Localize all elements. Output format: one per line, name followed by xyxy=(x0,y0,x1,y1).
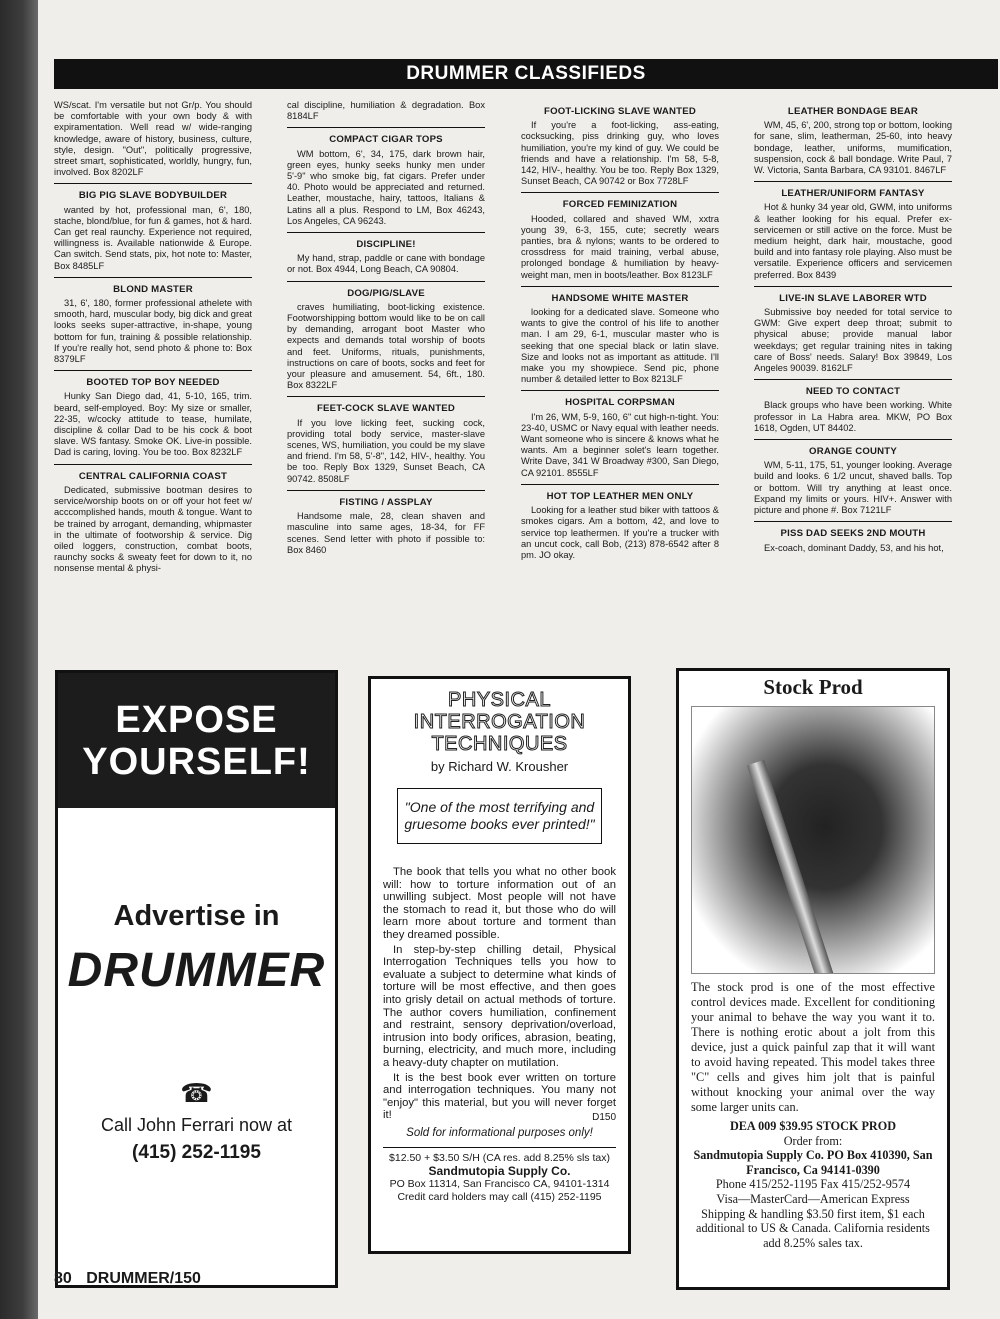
classified-column-1 xyxy=(54,100,252,660)
classified-body: Hunky San Diego dad, 41, 5-10, 165, trim. beard, self-employed. Boy: My size or smaller, 22-35, w/cocky attitude to tease, humilate, discipline & collar Dad to be his cock & boot slave. WS fantasy. Smoke OK. Live-in possible. Dad is caring, loving. You be too. Box 8232LF xyxy=(54,391,252,458)
classified-heading: COMPACT CIGAR TOPS xyxy=(329,134,443,146)
classified-ad xyxy=(754,528,952,553)
classified-ad xyxy=(287,288,485,398)
classified-body: Black groups who have been working. White professor in La Habra area. MKW, PO Box 1618, Ogden, UT 84402. xyxy=(754,400,952,433)
classified-body: If you love licking feet, sucking cock, providing total body service, master-slave scenes, WS, humiliation, you could be my slave and friend. I'm 58, 5'-8", 142, HIV-, healthy. You be too. Reply Box 1329, Sunset Beach, CA 90742. 8508LF xyxy=(287,417,485,484)
telephone-icon: ☎ xyxy=(180,1078,213,1108)
classified-ad xyxy=(287,239,485,282)
classified-heading: FISTING / ASSPLAY xyxy=(339,496,433,508)
classified-body: Ex-coach, dominant Daddy, 53, and his hot, xyxy=(764,542,944,553)
advertise-text: Advertise in xyxy=(113,900,280,932)
classified-body: My hand, strap, paddle or cane with bondage or not. Box 4944, Long Beach, CA 90804. xyxy=(287,253,485,275)
classified-ad xyxy=(521,293,719,392)
classified-body: WM bottom, 6', 34, 175, dark brown hair, green eyes, hunky seeks hunky men under 5'-9" who smoke big, fat cigars. Prefer under 40. Photo would be appreciated and returned. Leather, moustache, hairy, tattoos, Italians & Latins all a plus. Respond to LM, Box 46243, Los Angeles, CA 96243. xyxy=(287,148,485,226)
book-code: D150 xyxy=(592,1111,616,1123)
book-paragraph-1: The book that tells you what no other book will: how to torture information out of an unwilling subject. Most people will not have the stomach to read it, but those who do will learn more about torture and torment than they dreamed possible. xyxy=(383,866,616,941)
call-text: Call John Ferrari now at xyxy=(100,1115,293,1135)
classified-body: Hooded, collared and shaved WM, xxtra young 39, 6-3, 155, cute; secretly wears panties, bra & nylons; wants to be ordered to crossdress for maid training, verbal abuse, prolonged bondage & humiliation by heavy-weight man, men in boots/leather. Box 8123LF xyxy=(521,213,719,280)
book-cards: Credit card holders may call (415) 252-1195 xyxy=(397,1190,602,1203)
phone-number: (415) 252-1195 xyxy=(132,1142,261,1163)
classified-heading: BLOND MASTER xyxy=(113,283,193,295)
classified-heading: CENTRAL CALIFORNIA COAST xyxy=(78,470,228,482)
classified-heading: HOT TOP LEATHER MEN ONLY xyxy=(546,490,694,502)
classifieds-columns xyxy=(54,100,954,660)
book-paragraph-2: In step-by-step chilling detail, Physical Interrogation Techniques tells you how to evaluate a subject to determine what kinds of torture will be most effective, and then goes into grisly detail on actual methods of torture. The author covers humiliation, confinement and restraint, sensory deprivation/overload, intrusion into body orifices, abrasion, beating, burning, electricity, and much more, including a heavy-duty chapter on mutilation. xyxy=(383,943,616,1069)
book-quote: "One of the most terrifying and gruesome books ever printed!" xyxy=(397,788,602,844)
book-price: $12.50 + $3.50 S/H (CA res. add 8.25% sls tax) xyxy=(389,1151,610,1164)
magazine-spine xyxy=(0,0,38,1319)
classified-heading: LEATHER/UNIFORM FANTASY xyxy=(781,188,925,200)
classified-ad xyxy=(287,100,485,128)
classified-ad xyxy=(754,293,952,380)
classified-body: Hot & hunky 34 year old, GWM, into uniforms & leather looking for his equal. Prefer ex-servicemen or still active on the force. Must be medium height, dark hair, moustache, good build and into fantasy role playing. Also must be versatile. Experience officers and servicemen preferred. Box 8439 xyxy=(754,202,952,280)
prod-photo xyxy=(691,706,935,974)
classified-ad xyxy=(54,471,252,575)
magazine-name: DRUMMER xyxy=(67,944,326,997)
classified-heading: FEET-COCK SLAVE WANTED xyxy=(316,403,455,415)
classified-ad xyxy=(54,377,252,464)
book-order-info xyxy=(383,1147,616,1204)
classified-body: Dedicated, submissive bootman desires to service/worship boots on or off your hot feet w/ acccomplished hands, mouth & tongue. Want to be trained by arrogant, demanding, whipmaster in the ultimate of footworship & service. Dig oiled loggers, construction, combat boots, raunchy socks & sweaty feet for down to it, no nonsense mental & physi- xyxy=(54,484,252,574)
classified-column-2 xyxy=(287,100,485,660)
classified-body: 31, 6', 180, former professional athelete with smooth, hard, muscular body, big dick and great looks seeks super-attractive, in-shape, young bottom for fun, training & possible relationship. If you're really hot, send photo & phone to: Box 8379LF xyxy=(54,298,252,365)
classified-ad xyxy=(521,491,719,561)
classified-heading: HANDSOME WHITE MASTER xyxy=(551,292,689,304)
classified-heading: FORCED FEMINIZATION xyxy=(562,199,678,211)
prod-item: DEA 009 $39.95 STOCK PROD xyxy=(729,1119,897,1133)
classified-body: WS/scat. I'm versatile but not Gr/p. You should be comfortable with your own body & with expiramentation. Well read w/ wide-ranging knowledge, aware of history, business, culture, style, design. "Out", politically progressive, street smart, sophisticated, worldly, hungry, fun, involved. Box 8202LF xyxy=(54,100,252,178)
advertise-ad xyxy=(55,670,338,1288)
classified-body: Looking for a leather stud biker with tattoos & smokes cigars. Am a bottom, 42, and love to service top leathermen. If you're a trucker with an uncut cock, call Bob, (213) 878-6542 after 8 pm. JO okay. xyxy=(521,505,719,560)
book-title-line-2: TECHNIQUES xyxy=(431,733,568,755)
classified-heading: PISS DAD SEEKS 2ND MOUTH xyxy=(780,528,926,540)
page-footer xyxy=(54,1270,211,1288)
classified-body: If you're a foot-licking, ass-eating, cocksucking, piss drinking guy, who loves humiliation, you're my kind of guy. We could be friends and have a relationship. I'm 58, 5-8, 142, HIV-, healthy. You be too. Reply Box 1329, Sunset Beach, CA 90742 or Box 7728LF xyxy=(521,120,719,187)
prod-phone: Phone 415/252-1195 Fax 415/252-9574 xyxy=(715,1177,911,1192)
classified-ad xyxy=(754,188,952,287)
section-banner: DRUMMER CLASSIFIEDS xyxy=(54,59,998,89)
book-disclaimer: Sold for informational purposes only! xyxy=(406,1126,593,1139)
classified-ad xyxy=(521,397,719,484)
issue-label: DRUMMER/150 xyxy=(86,1270,201,1287)
expose-line-1: EXPOSE xyxy=(115,698,278,741)
book-description xyxy=(383,866,616,1122)
classified-body: I'm 26, WM, 5-9, 160, 6" cut high-n-tight. You: 23-40, USMC or Navy equal with leather needs. Want someone who is sincere & knows what he wants. Am a beginner solet's learn together. Write Dave, 341 W Broadway #300, San Diego, CA 92101. 8555LF xyxy=(521,411,719,478)
classified-ad xyxy=(754,446,952,522)
classified-body: Submissive boy needed for total service to GWM: Give expert deep throat; submit to physical abuse; provide manual labor weekdays; get regular training nites in taking care of Boss' needs. Salary! Box 39849, Los Angeles 90039. 8162LF xyxy=(754,307,952,374)
classified-heading: LIVE-IN SLAVE LABORER WTD xyxy=(779,292,927,304)
prod-order-info xyxy=(687,1119,939,1250)
classified-heading: ORANGE COUNTY xyxy=(809,446,897,458)
prod-device-image xyxy=(747,760,835,974)
classified-body: wanted by hot, professional man, 6', 180, stache, blond/blue, for fun & games, hot & hard. Can get real raunchy. Experience not required, willingness is. Available nationwide & Europe. Can switch. Send stats, pix, hot note to: Master, Box 8485LF xyxy=(54,204,252,271)
classified-ad xyxy=(54,100,252,184)
book-address: PO Box 11314, San Francisco CA, 94101-1314 xyxy=(389,1177,610,1190)
classified-heading: BOOTED TOP BOY NEEDED xyxy=(86,377,220,389)
classified-ad xyxy=(287,497,485,556)
book-paragraph-3: It is the best book ever written on torture and interrogation techniques. You many not "enjoy" this material, but you will never forget it! xyxy=(383,1071,616,1122)
classified-heading: FOOT-LICKING SLAVE WANTED xyxy=(544,106,696,117)
page-number: 80 xyxy=(54,1270,72,1287)
book-company: Sandmutopia Supply Co. xyxy=(428,1163,571,1178)
prod-company: Sandmutopia Supply Co. PO Box 410390, San Francisco, Ca 94141-0390 xyxy=(693,1148,933,1177)
classified-heading: DOG/PIG/SLAVE xyxy=(347,287,425,299)
book-title-line-1: PHYSICAL INTERROGATION xyxy=(413,689,586,733)
classified-ad xyxy=(754,106,952,182)
classified-body: cal discipline, humiliation & degradation. Box 8184LF xyxy=(287,100,485,122)
classified-ad xyxy=(521,199,719,286)
classified-heading: BIG PIG SLAVE BODYBUILDER xyxy=(78,190,228,202)
prod-title: Stock Prod xyxy=(763,675,863,699)
classified-column-3 xyxy=(521,100,719,660)
classified-body: Handsome male, 28, clean shaven and masculine into same ages, 18-34, for FF scenes. Send letter with photo if possible to: Box 8460 xyxy=(287,511,485,555)
book-ad xyxy=(368,676,631,1254)
classified-body: WM, 45, 6', 200, strong top or bottom, looking for sane, slim, leatherman, 25-60, into heavy bondage, leather, uniforms, mumification, suspension, cock & ball bondage. Write Paul, 7 W. Victoria, Santa Barbara, CA 93101. 8467LF xyxy=(754,120,952,176)
prod-description: The stock prod is one of the most effective control devices made. Excellent for conditioning your animal to behave the way you want it to. There is nothing erotic about a jolt from this device, just a quick painful zap that it will want to avoid having repeated. This model takes three "C" cells and gives him jolt that is painful without knocking your animal over the way some larger units can. xyxy=(691,980,935,1114)
classified-heading: LEATHER BONDAGE BEAR xyxy=(787,106,919,117)
classified-ad xyxy=(54,190,252,277)
classified-ad xyxy=(754,386,952,440)
classified-ad xyxy=(287,134,485,233)
classified-body: looking for a dedicated slave. Someone who wants to give the control of his life to another man. I am 29, 6-1, muscular master who is seeking that one special black or latin slave. Size and looks not as important as attitude. I'll make you my showpiece. Send pic, phone number & detailed letter to Box 8213LF xyxy=(521,307,719,385)
expose-header xyxy=(58,673,335,808)
expose-line-2: YOURSELF! xyxy=(82,740,311,783)
classified-column-4 xyxy=(754,100,952,660)
classified-ad xyxy=(287,403,485,490)
prod-shipping: Shipping & handling $3.50 first item, $1 each additional to US & Canada. California residents add 8.25% sales tax. xyxy=(696,1206,930,1250)
classified-ad xyxy=(54,284,252,371)
prod-order-from: Order from: xyxy=(783,1133,843,1148)
classified-body: craves humiliating, boot-licking existence. Footworshipping bottom would like to be on call by demanding, arrogant boot Master who expects and demands total worship of boots and feet. Uniforms, rituals, punishments, instructions on care of boots, socks and feet for your pleasure and amusement. 54, 6ft., 180. Box 8322LF xyxy=(287,301,485,391)
classified-ad xyxy=(521,106,719,193)
book-author: by Richard W. Krousher xyxy=(430,759,569,774)
classified-heading: NEED TO CONTACT xyxy=(805,386,901,398)
classified-body: WM, 5-11, 175, 51, younger looking. Average build and looks. 6 1/2 uncut, shaved balls. Top or bottom. Will try anything at least once. Expand my limits or yours. HIV+. Answer with picture and phone #. Box 7121LF xyxy=(754,460,952,516)
classified-heading: DISCIPLINE! xyxy=(356,239,416,251)
prod-cards: Visa—MasterCard—American Express xyxy=(716,1191,910,1206)
stock-prod-ad xyxy=(676,668,950,1290)
classified-heading: HOSPITAL CORPSMAN xyxy=(565,397,675,409)
